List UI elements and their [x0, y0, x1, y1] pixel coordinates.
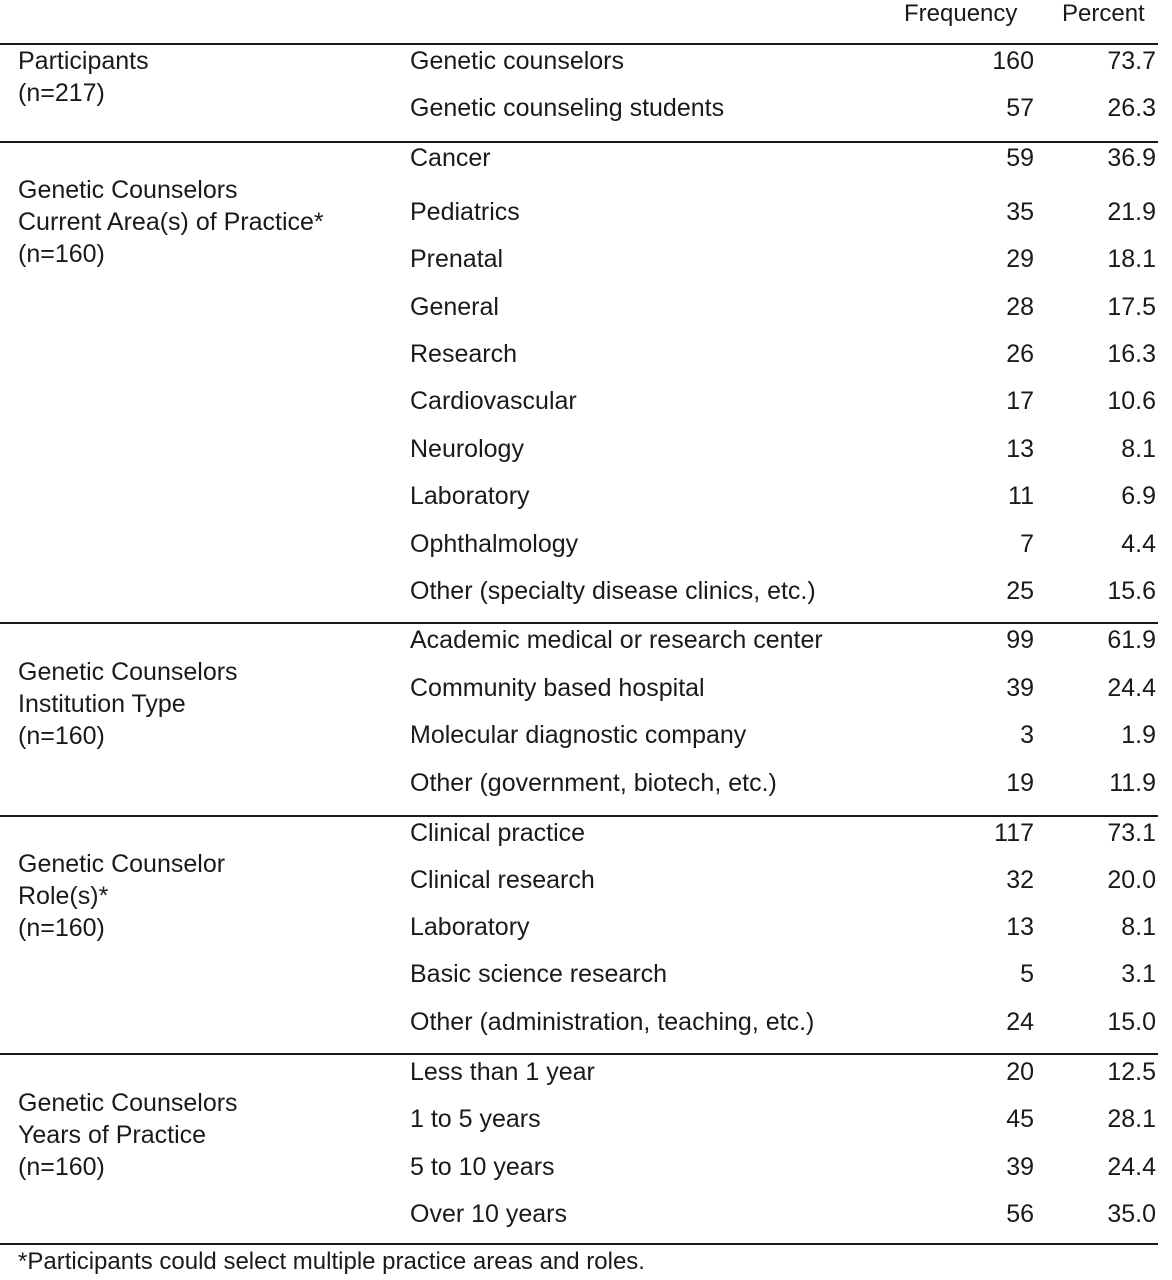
row-label: Research	[410, 340, 517, 368]
row-label: Molecular diagnostic company	[410, 721, 747, 749]
row-label: Community based hospital	[410, 674, 705, 702]
row-percent: 17.5	[1107, 293, 1156, 321]
group-label	[18, 1087, 238, 1183]
group-label-line: (n=160)	[18, 240, 105, 268]
frequency-column-header: Frequency	[904, 0, 1018, 27]
group-label-line: Genetic Counselors	[18, 176, 238, 204]
row-frequency: 59	[1006, 144, 1034, 172]
group-label-line: (n=160)	[18, 1153, 105, 1181]
row-percent: 24.4	[1107, 674, 1156, 702]
row-frequency: 19	[1006, 769, 1034, 797]
row-label: Laboratory	[410, 913, 530, 941]
row-percent: 35.0	[1107, 1200, 1156, 1228]
row-percent: 8.1	[1121, 913, 1156, 941]
row-percent: 10.6	[1107, 387, 1156, 415]
row-frequency: 39	[1006, 1153, 1034, 1181]
row-label: Clinical research	[410, 866, 595, 894]
group-label-line: (n=160)	[18, 722, 105, 750]
row-label: Basic science research	[410, 960, 668, 988]
row-frequency: 26	[1006, 340, 1034, 368]
row-label: Laboratory	[410, 482, 530, 510]
row-percent: 21.9	[1107, 198, 1156, 226]
group-label-line: Years of Practice	[18, 1121, 207, 1149]
row-percent: 20.0	[1107, 866, 1156, 894]
row-label: Other (administration, teaching, etc.)	[410, 1008, 815, 1036]
row-frequency: 160	[992, 47, 1034, 75]
row-label: Academic medical or research center	[410, 626, 823, 654]
row-frequency: 117	[994, 819, 1034, 847]
row-label: Clinical practice	[410, 819, 586, 847]
row-label: Prenatal	[410, 245, 504, 273]
group-label-line: Institution Type	[18, 690, 186, 718]
row-percent: 12.5	[1107, 1058, 1156, 1086]
row-percent: 18.1	[1107, 245, 1156, 273]
row-percent: 8.1	[1121, 435, 1156, 463]
row-percent: 16.3	[1107, 340, 1156, 368]
row-frequency: 28	[1006, 293, 1034, 321]
row-frequency: 5	[1020, 960, 1034, 988]
row-frequency: 25	[1006, 577, 1034, 605]
row-frequency: 45	[1006, 1105, 1034, 1133]
row-frequency: 7	[1020, 530, 1034, 558]
group-label-line: Current Area(s) of Practice*	[18, 208, 324, 236]
row-frequency: 13	[1006, 435, 1034, 463]
row-label: Other (specialty disease clinics, etc.)	[410, 577, 816, 605]
row-frequency: 24	[1006, 1008, 1034, 1036]
row-percent: 28.1	[1107, 1105, 1156, 1133]
row-frequency: 3	[1020, 721, 1034, 749]
row-label: Less than 1 year	[410, 1058, 595, 1086]
row-percent: 61.9	[1107, 626, 1156, 654]
row-percent: 3.1	[1121, 960, 1156, 988]
row-label: 5 to 10 years	[410, 1153, 555, 1181]
row-percent: 6.9	[1121, 482, 1156, 510]
group-label-line: Genetic Counselor	[18, 850, 226, 878]
row-frequency: 57	[1006, 94, 1034, 122]
group-label	[18, 848, 225, 944]
row-frequency: 13	[1006, 913, 1034, 941]
row-percent: 73.7	[1107, 47, 1156, 75]
percent-column-header: Percent	[1062, 0, 1145, 27]
row-label: Genetic counselors	[410, 47, 625, 75]
row-label: Cancer	[410, 144, 491, 172]
group-label	[18, 656, 238, 752]
row-percent: 15.6	[1107, 577, 1156, 605]
group-label-line: Participants	[18, 47, 149, 75]
row-frequency: 56	[1006, 1200, 1034, 1228]
table-rule	[0, 1053, 1158, 1055]
row-percent: 26.3	[1107, 94, 1156, 122]
row-frequency: 20	[1006, 1058, 1034, 1086]
row-percent: 4.4	[1121, 530, 1156, 558]
group-label-line: Role(s)*	[18, 882, 109, 910]
row-frequency: 39	[1006, 674, 1034, 702]
group-label-line: (n=160)	[18, 914, 105, 942]
table-footnote: *Participants could select multiple practice areas and roles.	[18, 1248, 645, 1275]
row-label: General	[410, 293, 499, 321]
table-rule	[0, 1243, 1158, 1245]
row-label: Over 10 years	[410, 1200, 568, 1228]
row-percent: 73.1	[1107, 819, 1156, 847]
row-frequency: 35	[1006, 198, 1034, 226]
row-label: 1 to 5 years	[410, 1105, 541, 1133]
row-frequency: 11	[1008, 482, 1034, 510]
row-label: Other (government, biotech, etc.)	[410, 769, 777, 797]
row-label: Ophthalmology	[410, 530, 579, 558]
row-frequency: 17	[1006, 387, 1034, 415]
row-label: Cardiovascular	[410, 387, 577, 415]
row-percent: 1.9	[1121, 721, 1156, 749]
row-frequency: 99	[1006, 626, 1034, 654]
row-percent: 36.9	[1107, 144, 1156, 172]
row-frequency: 29	[1006, 245, 1034, 273]
row-percent: 24.4	[1107, 1153, 1156, 1181]
row-percent: 15.0	[1107, 1008, 1156, 1036]
row-label: Neurology	[410, 435, 524, 463]
row-percent: 11.9	[1109, 769, 1156, 797]
row-label: Genetic counseling students	[410, 94, 725, 122]
row-frequency: 32	[1006, 866, 1034, 894]
group-label-line: (n=217)	[18, 79, 105, 107]
group-label	[18, 45, 149, 109]
group-label-line: Genetic Counselors	[18, 658, 238, 686]
row-label: Pediatrics	[410, 198, 520, 226]
group-label-line: Genetic Counselors	[18, 1089, 238, 1117]
group-label	[18, 174, 324, 270]
